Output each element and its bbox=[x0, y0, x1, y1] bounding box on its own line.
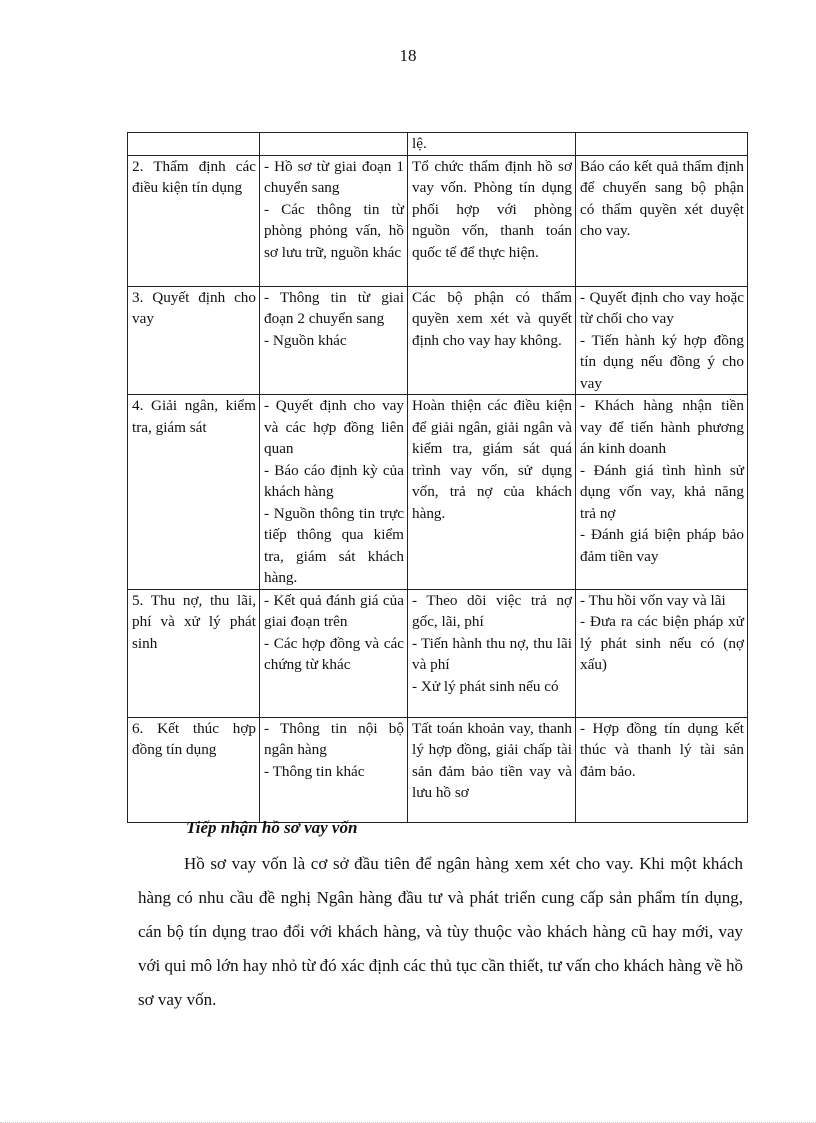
table-row bbox=[128, 286, 748, 395]
activity-cell bbox=[408, 133, 576, 156]
table-row bbox=[128, 717, 748, 822]
cell-text: - Thông tin nội bộ ngân hàng bbox=[264, 719, 404, 758]
stage-cell bbox=[128, 395, 260, 590]
cell-text: - Theo dõi việc trả nợ gốc, lãi, phí bbox=[412, 591, 572, 630]
activity-cell bbox=[408, 717, 576, 822]
cell-text: 2. Thẩm định các điều kiện tín dụng bbox=[132, 157, 256, 196]
output-cell bbox=[576, 717, 748, 822]
cell-text: - Các hợp đồng và các chứng từ khác bbox=[264, 634, 404, 673]
cell-text: Các bộ phận có thẩm quyền xem xét và quyết định cho vay hay không. bbox=[412, 288, 572, 349]
activity-cell bbox=[408, 395, 576, 590]
input-cell bbox=[260, 717, 408, 822]
cell-text: - Xử lý phát sinh nếu có bbox=[412, 677, 559, 695]
input-cell bbox=[260, 286, 408, 395]
cell-text: - Thông tin từ giai đoạn 2 chuyển sang bbox=[264, 288, 404, 327]
cell-text: - Hồ sơ từ giai đoạn 1 chuyển sang bbox=[264, 157, 404, 196]
section-heading: Tiếp nhận hồ sơ vay vốn bbox=[186, 818, 358, 837]
cell-text: Tất toán khoản vay, thanh lý hợp đồng, giải chấp tài sản đảm bảo tiền vay và lưu hồ sơ bbox=[412, 719, 572, 801]
cell-text: - Nguồn khác bbox=[264, 331, 347, 349]
cell-text: 4. Giải ngân, kiểm tra, giám sát bbox=[132, 397, 256, 436]
output-cell bbox=[576, 589, 748, 717]
input-cell bbox=[260, 155, 408, 286]
cell-text: - Thu hồi vốn vay và lãi bbox=[580, 591, 726, 609]
cell-text: - Khách hàng nhận tiền vay để tiến hành phương án kinh doanh bbox=[580, 397, 744, 457]
cell-text: Tổ chức thẩm định hồ sơ vay vốn. Phòng tín dụng phối hợp với phòng nguồn vốn, thanh toán quốc tế để thực hiện. bbox=[412, 157, 572, 261]
input-cell bbox=[260, 133, 408, 156]
output-cell bbox=[576, 133, 748, 156]
cell-text: 6. Kết thúc hợp đồng tín dụng bbox=[132, 719, 256, 758]
cell-text: - Hợp đồng tín dụng kết thúc và thanh lý tài sản đảm bảo. bbox=[580, 719, 744, 780]
cell-text: Báo cáo kết quả thẩm định để chuyển sang bộ phận có thẩm quyền xét duyệt cho vay. bbox=[580, 157, 744, 239]
cell-text: - Quyết định cho vay và các hợp đồng liên quan bbox=[264, 397, 404, 457]
table-row bbox=[128, 133, 748, 156]
body-paragraph: Hồ sơ vay vốn là cơ sở đầu tiên để ngân hàng xem xét cho vay. Khi một khách hàng có nhu cầu đề nghị Ngân hàng đầu tư và phát triển cung cấp sản phẩm tín dụng, cán bộ tín dụng trao đổi với khách hàng, và tùy thuộc vào khách hàng cũ hay mới, vay với qui mô lớn hay nhỏ từ đó xác định các thủ tục cần thiết, tư vấn cho khách hàng về hồ sơ vay vốn. bbox=[138, 854, 743, 1009]
output-cell bbox=[576, 395, 748, 590]
stage-cell bbox=[128, 133, 260, 156]
cell-text: lệ. bbox=[412, 135, 427, 152]
output-cell bbox=[576, 286, 748, 395]
cell-text: - Đánh giá tình hình sử dụng vốn vay, khả năng trả nợ bbox=[580, 461, 744, 522]
stage-cell bbox=[128, 155, 260, 286]
page-number: 18 bbox=[399, 46, 417, 65]
stage-cell bbox=[128, 589, 260, 717]
table-row bbox=[128, 395, 748, 590]
cell-text: - Báo cáo định kỳ của khách hàng bbox=[264, 461, 404, 500]
activity-cell bbox=[408, 286, 576, 395]
credit-process-table bbox=[127, 132, 748, 823]
table-row bbox=[128, 589, 748, 717]
cell-text: - Tiến hành ký hợp đồng tín dụng nếu đồng ý cho vay bbox=[580, 331, 744, 392]
stage-cell bbox=[128, 286, 260, 395]
cell-text: - Quyết định cho vay hoặc từ chối cho vay bbox=[580, 288, 744, 327]
cell-text: - Các thông tin từ phòng phỏng vấn, hồ sơ lưu trữ, nguồn khác bbox=[264, 200, 404, 261]
cell-text: - Thông tin khác bbox=[264, 762, 365, 780]
activity-cell bbox=[408, 589, 576, 717]
output-cell bbox=[576, 155, 748, 286]
cell-text: - Đánh giá biện pháp bảo đảm tiền vay bbox=[580, 526, 744, 565]
cell-text: Hoàn thiện các điều kiện để giải ngân, giải ngân và kiểm tra, giám sát quá trình vay vốn, sử dụng vốn, trả nợ của khách hàng. bbox=[412, 397, 572, 522]
cell-text: - Kết quả đánh giá của giai đoạn trên bbox=[264, 591, 404, 630]
activity-cell bbox=[408, 155, 576, 286]
table-body bbox=[128, 133, 748, 823]
cell-text: - Đưa ra các biện pháp xử lý phát sinh nếu có (nợ xấu) bbox=[580, 613, 744, 673]
cell-text: - Nguồn thông tin trực tiếp thông qua kiểm tra, giám sát khách hàng. bbox=[264, 504, 404, 586]
input-cell bbox=[260, 589, 408, 717]
stage-cell bbox=[128, 717, 260, 822]
cell-text: 5. Thu nợ, thu lãi, phí và xử lý phát sinh bbox=[132, 591, 256, 652]
input-cell bbox=[260, 395, 408, 590]
table-row bbox=[128, 155, 748, 286]
cell-text: - Tiến hành thu nợ, thu lãi và phí bbox=[412, 634, 572, 673]
cell-text: 3. Quyết định cho vay bbox=[132, 288, 256, 327]
